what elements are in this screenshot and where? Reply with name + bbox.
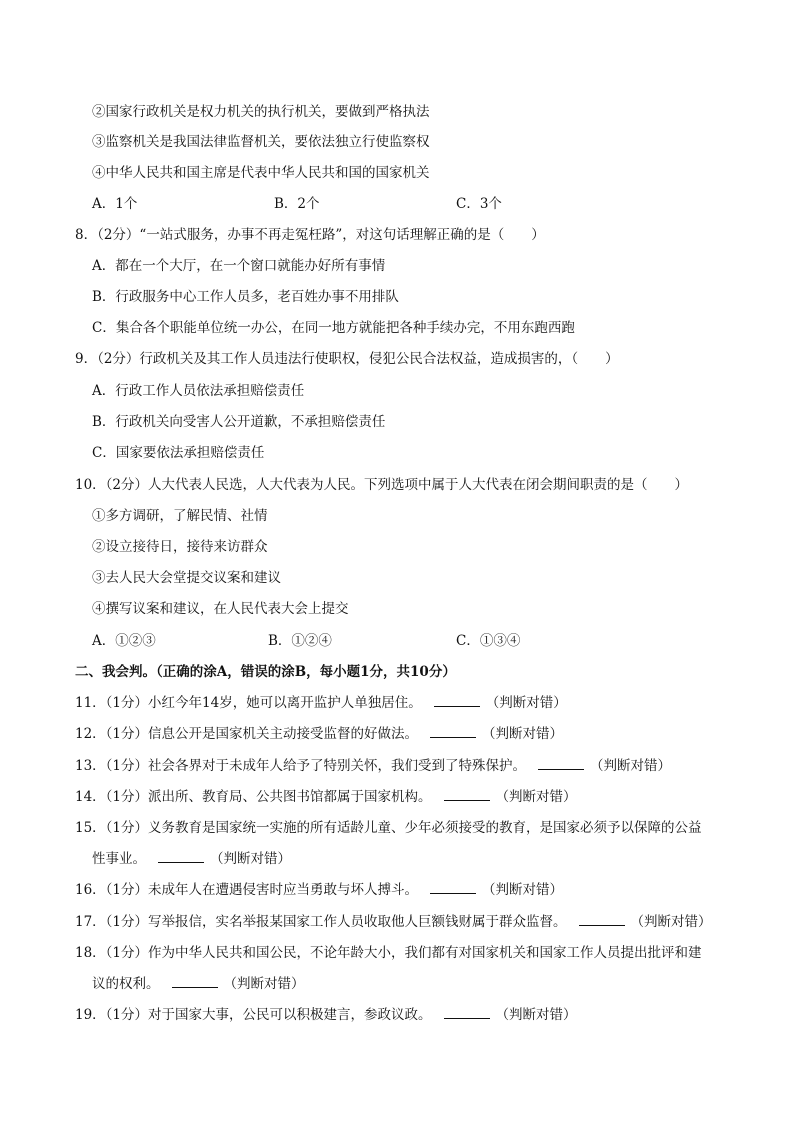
answer-blank[interactable] — [172, 975, 218, 988]
q9-option-a[interactable]: A．行政工作人员依法承担赔偿责任 — [92, 383, 305, 399]
q9-option-b[interactable]: B．行政机关向受害人公开道歉，不承担赔偿责任 — [92, 414, 386, 430]
answer-blank[interactable] — [444, 788, 490, 801]
judge-question-19: 19．（1分）对于国家大事，公民可以积极建言，参政议政。 （判断对错） — [75, 1007, 577, 1023]
judge-question-16: 16．（1分）未成年人在遭遇侵害时应当勇敢与坏人搏斗。 （判断对错） — [75, 882, 564, 898]
answer-blank[interactable] — [158, 850, 204, 863]
q7-option-c[interactable]: C．3个 — [456, 196, 502, 212]
q9-option-c[interactable]: C．国家要依法承担赔偿责任 — [92, 445, 265, 461]
q7-item-3: ③监察机关是我国法律监督机关，要依法独立行使监察权 — [92, 134, 430, 150]
section-title: 二、我会判。（正确的涂A，错误的涂B，每小题1分，共10分） — [75, 664, 456, 680]
q8-option-b[interactable]: B．行政服务中心工作人员多，老百姓办事不用排队 — [92, 289, 399, 305]
judge-question-12: 12．（1分）信息公开是国家机关主动接受监督的好做法。 （判断对错） — [75, 726, 564, 742]
judge-question-18: 18．（1分）作为中华人民共和国公民，不论年龄大小，我们都有对国家机关和国家工作人员提出批评和建 — [75, 945, 702, 961]
q10-item-2: ②设立接待日，接待来访群众 — [92, 539, 268, 555]
answer-blank[interactable] — [434, 694, 480, 707]
judge-question-18-cont: 议的权利。 （判断对错） — [92, 976, 305, 992]
q7-item-2: ②国家行政机关是权力机关的执行机关，要做到严格执法 — [92, 104, 430, 120]
q9-stem: 9．（2分）行政机关及其工作人员违法行使职权，侵犯公民合法权益，造成损害的，（ ） — [75, 351, 619, 367]
answer-blank[interactable] — [430, 725, 476, 738]
judge-question-15: 15．（1分）义务教育是国家统一实施的所有适龄儿童、少年必须接受的教育，是国家必须予以保障的公益 — [75, 820, 702, 836]
q8-stem: 8．（2分）“一站式服务，办事不再走冤枉路”，对这句话理解正确的是（ ） — [75, 227, 545, 243]
q7-option-b[interactable]: B．2个 — [274, 196, 320, 212]
answer-blank[interactable] — [579, 913, 625, 926]
answer-blank[interactable] — [444, 1006, 490, 1019]
q10-stem: 10．（2分）人大代表人民选，人大代表为人民。下列选项中属于人大代表在闭会期间职责的是（ ） — [75, 477, 689, 493]
judge-question-13: 13．（1分）社会各界对于未成年人给予了特别关怀，我们受到了特殊保护。 （判断对错） — [75, 758, 672, 774]
judge-question-15-cont: 性事业。 （判断对错） — [92, 851, 291, 867]
q7-option-a[interactable]: A．1个 — [92, 196, 138, 212]
q8-option-c[interactable]: C．集合各个职能单位统一办公，在同一地方就能把各种手续办完，不用东跑西跑 — [92, 320, 575, 336]
judge-question-11: 11．（1分）小红今年14岁，她可以离开监护人单独居住。 （判断对错） — [75, 695, 567, 711]
answer-blank[interactable] — [538, 757, 584, 770]
q10-option-a[interactable]: A．①②③ — [92, 633, 156, 649]
q10-item-1: ①多方调研，了解民情、社情 — [92, 508, 268, 524]
q10-option-c[interactable]: C．①③④ — [456, 633, 521, 649]
q10-option-b[interactable]: B．①②④ — [268, 633, 332, 649]
judge-question-17: 17．（1分）写举报信，实名举报某国家工作人员收取他人巨额钱财属于群众监督。 （判断对错） — [75, 914, 712, 930]
q10-item-4: ④撰写议案和建议，在人民代表大会上提交 — [92, 601, 349, 617]
judge-question-14: 14．（1分）派出所、教育局、公共图书馆都属于国家机构。 （判断对错） — [75, 789, 577, 805]
q7-item-4: ④中华人民共和国主席是代表中华人民共和国的国家机关 — [92, 165, 430, 181]
q10-item-3: ③去人民大会堂提交议案和建议 — [92, 570, 281, 586]
answer-blank[interactable] — [430, 881, 476, 894]
q8-option-a[interactable]: A．都在一个大厅，在一个窗口就能办好所有事情 — [92, 258, 386, 274]
